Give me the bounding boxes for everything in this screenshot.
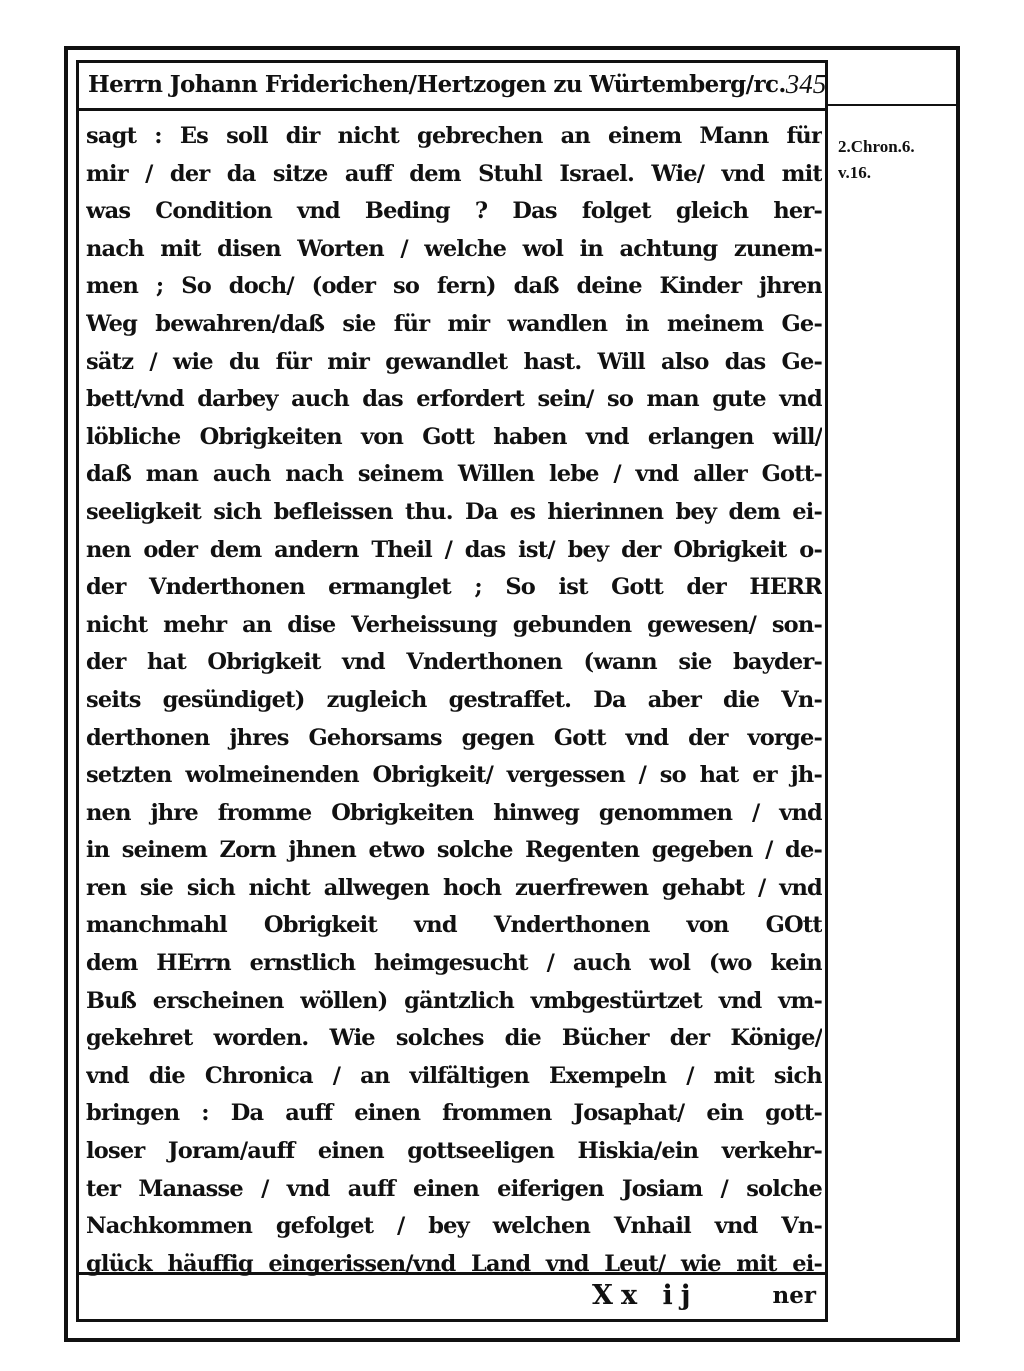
text-line: men ; So doch/ (oder so fern) daß deine Kinder jhren xyxy=(86,273,822,300)
catchword: ner xyxy=(772,1282,816,1309)
running-head-title: Herrn Johann Friderichen/Hertzogen zu Würtemberg/rc. xyxy=(88,70,786,98)
text-line: löbliche Obrigkeiten von Gott haben vnd erlangen will/ xyxy=(86,423,822,450)
marginal-note-verse: v.16. xyxy=(838,163,872,182)
text-line: sätz / wie du für mir gewandlet hast. Will also das Ge- xyxy=(86,348,822,375)
text-line: bringen : Da auff einen frommen Josaphat/ ein gott- xyxy=(86,1100,822,1127)
text-line: derthonen jhres Gehorsams gegen Gott vnd der vorge- xyxy=(86,724,822,751)
text-line: ter Manasse / vnd auff einen eiferigen Josiam / solche xyxy=(86,1175,822,1202)
text-line: sagt : Es soll dir nicht gebrechen an einem Mann für xyxy=(86,123,822,149)
signature-mark: Xx ij xyxy=(592,1280,699,1311)
text-line: loser Joram/auff einen gottseeligen Hiskia/ein verkehr- xyxy=(86,1138,822,1165)
text-line: was Condition vnd Beding ? Das folget gleich her- xyxy=(86,198,822,225)
text-line: gekehret worden. Wie solches die Bücher der Könige/ xyxy=(86,1025,822,1052)
text-line: ren sie sich nicht allwegen hoch zuerfrewen gehabt / vnd xyxy=(86,874,822,901)
text-line: glück häuffig eingerissen/vnd Land vnd Leut/ wie mit ei- xyxy=(86,1250,822,1277)
text-line: vnd die Chronica / an vilfältigen Exempeln / mit sich xyxy=(86,1062,822,1089)
page-number: 345 xyxy=(785,68,827,99)
text-line: nach mit disen Worten / welche wol in achtung zunem- xyxy=(86,235,822,262)
text-line: daß man auch nach seinem Willen lebe / vnd aller Gott- xyxy=(86,461,822,488)
text-line: Nachkommen gefolget / bey welchen Vnhail vnd Vn- xyxy=(86,1213,822,1240)
text-line: der Vnderthonen ermanglet ; So ist Gott der HERR xyxy=(86,574,822,601)
text-line: dem HErrn ernstlich heimgesucht / auch wol (wo kein xyxy=(86,950,822,977)
text-line: seeligkeit sich befleissen thu. Da es hierinnen bey dem ei- xyxy=(86,498,822,525)
text-line: Buß erscheinen wöllen) gäntzlich vmbgestürtzet vnd vm- xyxy=(86,987,822,1014)
text-line: der hat Obrigkeit vnd Vnderthonen (wann sie bayder- xyxy=(86,649,822,676)
marginal-note-reference: 2.Chron.6. xyxy=(838,137,915,156)
body-text xyxy=(86,118,822,1283)
text-line: bett/vnd darbey auch das erfordert sein/ so man gute vnd xyxy=(86,386,822,413)
text-line: seits gesündiget) zugleich gestraffet. Da aber die Vn- xyxy=(86,686,822,713)
text-line: nicht mehr an dise Verheissung gebunden gewesen/ son- xyxy=(86,611,822,638)
text-line: mir / der da sitze auff dem Stuhl Israel. Wie/ vnd mit xyxy=(86,160,822,187)
text-line: nen oder dem andern Theil / das ist/ bey der Obrigkeit o- xyxy=(86,536,822,563)
running-head xyxy=(88,62,827,106)
catchline xyxy=(86,1280,822,1326)
text-line: setzten wolmeinenden Obrigkeit/ vergessen / so hat er jh- xyxy=(86,762,822,789)
marginal-note xyxy=(838,134,956,186)
running-head-rule xyxy=(76,108,828,111)
text-line: nen jhre fromme Obrigkeiten hinweg genommen / vnd xyxy=(86,799,822,826)
margin-head-rule xyxy=(828,104,956,106)
text-line: manchmahl Obrigkeit vnd Vnderthonen von GOtt xyxy=(86,912,822,939)
text-line: in seinem Zorn jhnen etwo solche Regenten gegeben / de- xyxy=(86,837,822,864)
text-line: Weg bewahren/daß sie für mir wandlen in meinem Ge- xyxy=(86,310,822,337)
